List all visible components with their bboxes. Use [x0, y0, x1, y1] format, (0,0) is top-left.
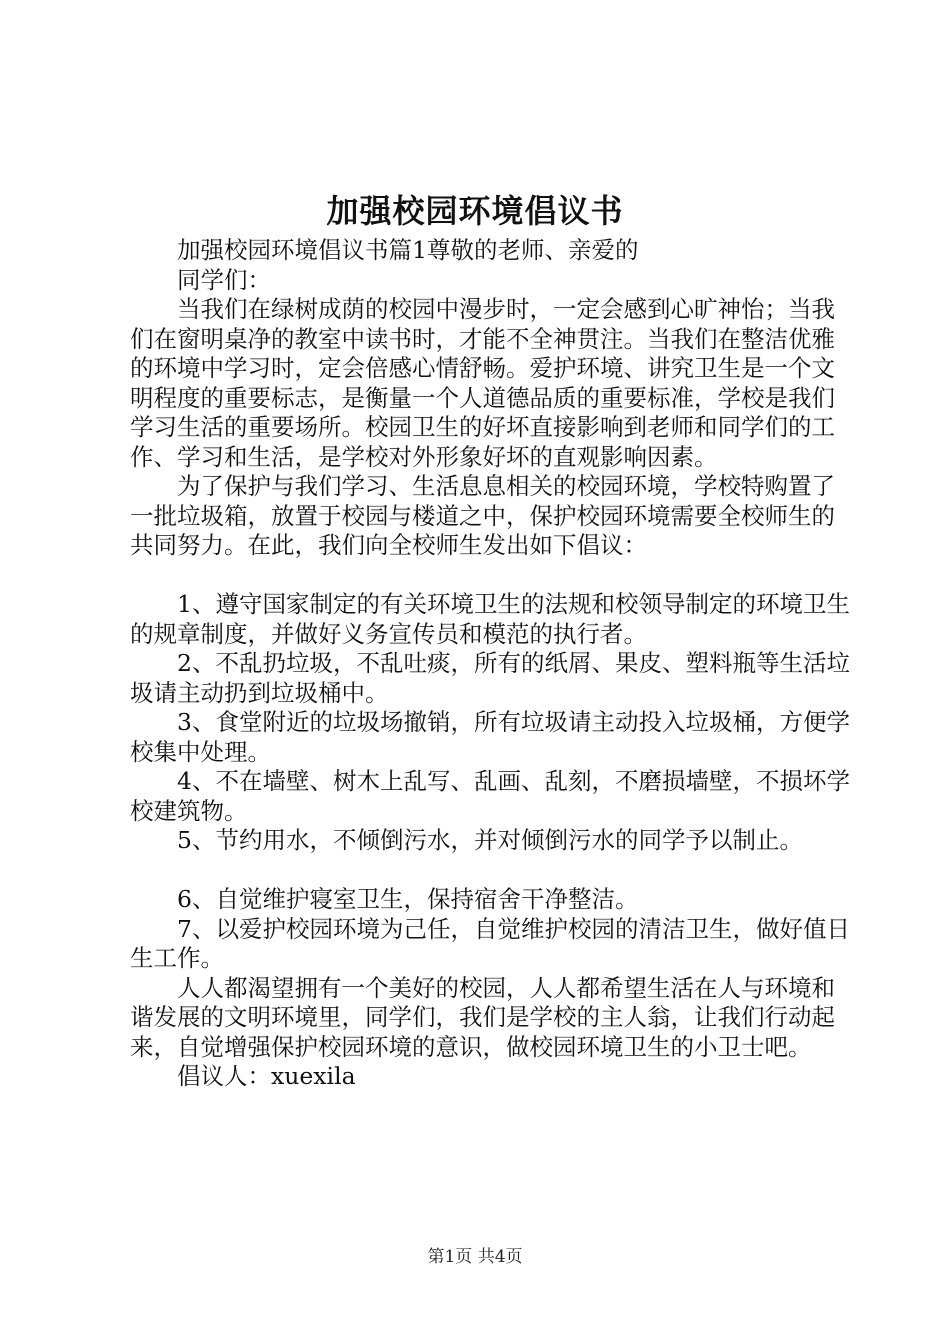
document-body — [130, 236, 850, 1092]
list-item: 6、自觉维护寝室卫生，保持宿舍干净整洁。 — [177, 885, 639, 913]
closing-paragraph: 人人都渴望拥有一个美好的校园，人人都希望生活在人与环境和谐发展的文明环境里，同学们，我们是学校的主人翁，让我们行动起来，自觉增强保护校园环境的意识，做校园环境卫生的小卫士吧。 — [130, 973, 835, 1061]
intro-salutation: 同学们： — [177, 265, 271, 294]
blank-line — [130, 561, 850, 591]
list-item: 7、以爱护校园环境为己任，自觉维护校园的清洁卫生，做好值日生工作。 — [130, 914, 850, 972]
paragraph: 为了保护与我们学习、生活息息相关的校园环境，学校特购置了一批垃圾箱，放置于校园与楼道之中，保护校园环境需要全校师生的共同努力。在此，我们向全校师生发出如下倡议： — [130, 472, 835, 559]
list-item: 4、不在墙壁、树木上乱写、乱画、乱刻，不磨损墙壁，不损坏学校建筑物。 — [130, 767, 850, 825]
page-footer: 第1页 共4页 — [427, 1247, 523, 1267]
paragraph: 当我们在绿树成荫的校园中漫步时，一定会感到心旷神怡；当我们在窗明桌净的教室中读书时，才能不全神贯注。当我们在整洁优雅的环境中学习时，定会倍感心情舒畅。爱护环境、讲究卫生是一个文明程度的重要标志，是衡量一个人道德品质的重要标准，学校是我们学习生活的重要场所。校园卫生的好坏直接影响到老师和同学们的工作、学习和生活，是学校对外形象好坏的直观影响因素。 — [130, 295, 835, 471]
intro-line: 加强校园环境倡议书篇1尊敬的老师、亲爱的 — [177, 236, 639, 264]
blank-line — [130, 856, 850, 886]
list-item: 5、节约用水，不倾倒污水，并对倾倒污水的同学予以制止。 — [177, 826, 803, 854]
list-item: 1、遵守国家制定的有关环境卫生的法规和校领导制定的环境卫生的规章制度，并做好义务宣传员和模范的执行者。 — [130, 590, 850, 648]
signature: 倡议人：xuexila — [177, 1062, 356, 1090]
list-item: 3、食堂附近的垃圾场撤销，所有垃圾请主动投入垃圾桶，方便学校集中处理。 — [130, 708, 850, 766]
document-title: 加强校园环境倡议书 — [326, 192, 624, 230]
list-item: 2、不乱扔垃圾，不乱吐痰，所有的纸屑、果皮、塑料瓶等生活垃圾请主动扔到垃圾桶中。 — [130, 649, 850, 707]
